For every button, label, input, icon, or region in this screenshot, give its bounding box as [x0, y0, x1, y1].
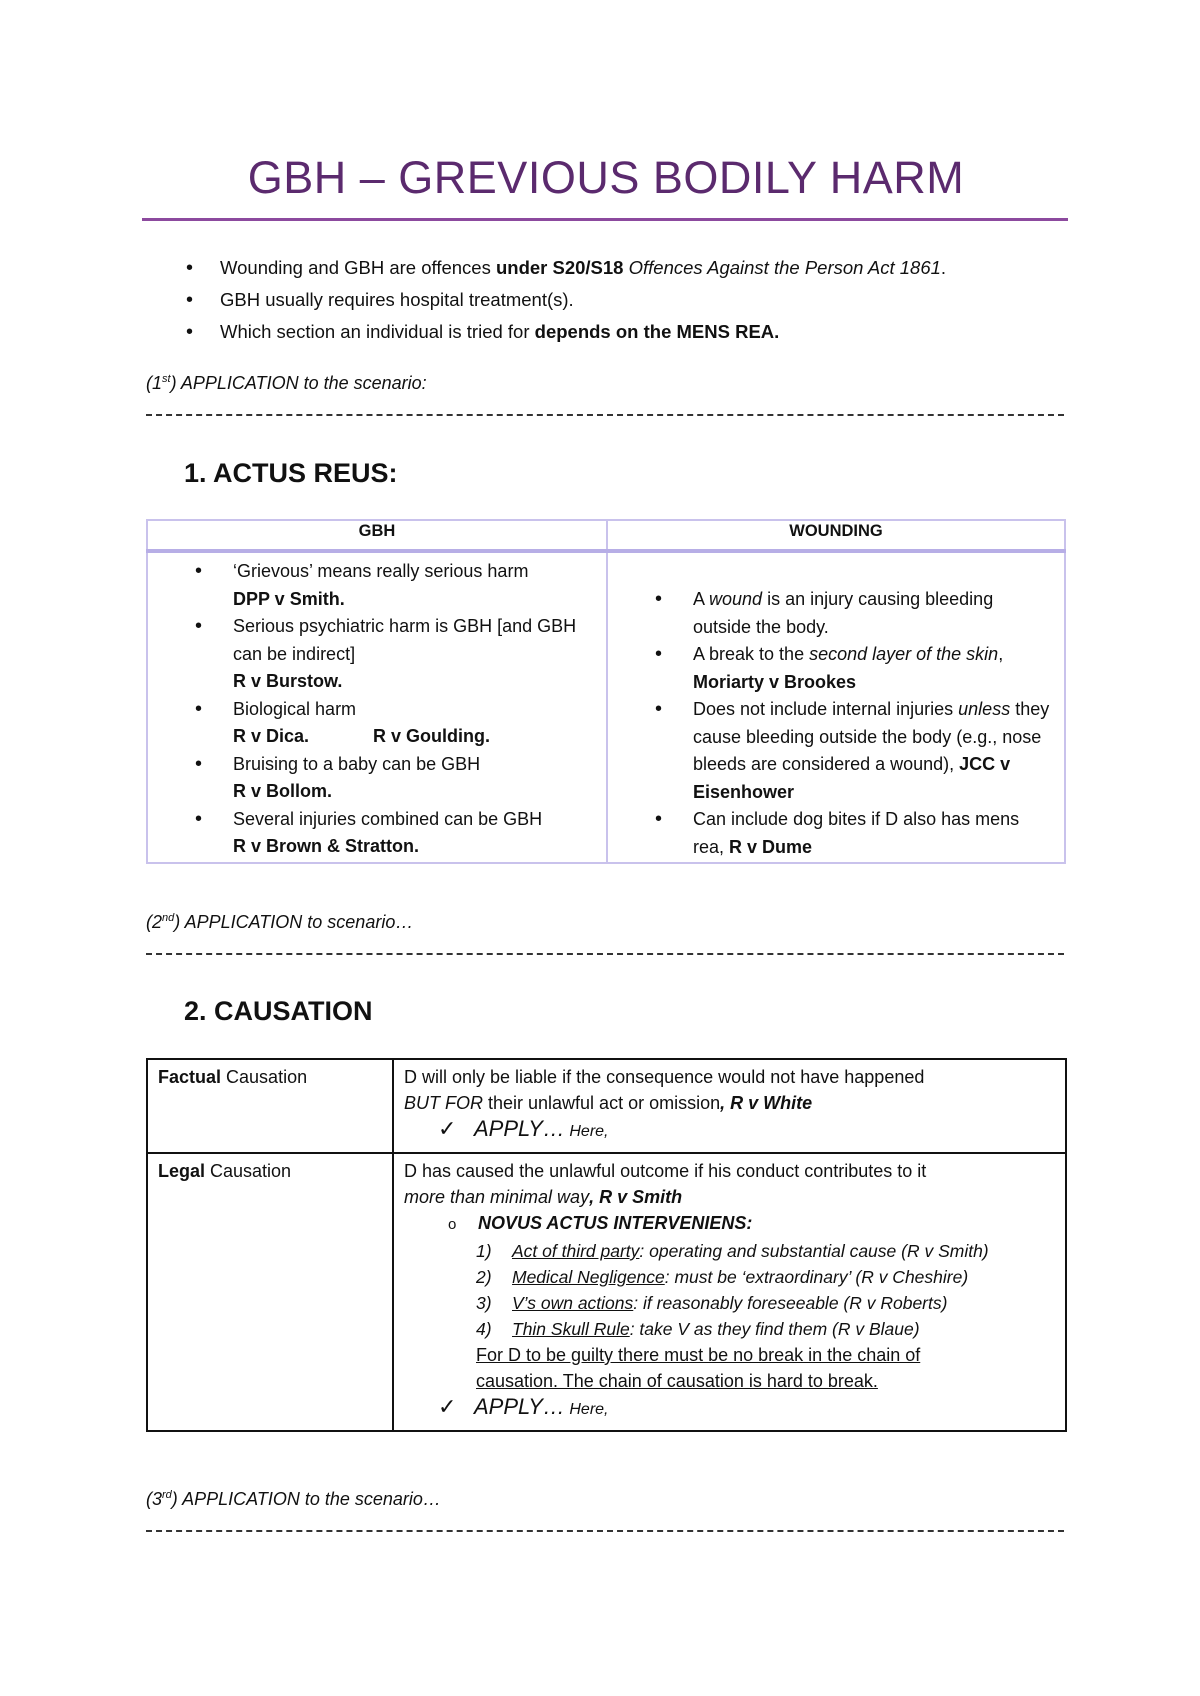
list-item: • A break to the second layer of the skin, Moriarty v Brookes: [609, 641, 1053, 696]
list-item: 2) Medical Negligence: must be ‘extraordinary’ (R v Cheshire): [476, 1267, 969, 1287]
column-header-wounding: WOUNDING: [607, 520, 1065, 551]
answer-line-3[interactable]: [146, 1530, 1064, 1532]
list-item: • A wound is an injury causing bleeding outside the body.: [609, 586, 1053, 641]
apply-prompt: ✓ APPLY… Here,: [438, 1116, 609, 1141]
factual-causation-content: D will only be liable if the consequence would not have happened BUT FOR their unlawful act or omission, R v White ✓ APPLY… Here,: [393, 1059, 1066, 1153]
novus-list: [404, 1238, 1055, 1342]
application-prompt-1: (1st) APPLICATION to the scenario:: [146, 373, 427, 393]
answer-line-1[interactable]: [146, 414, 1064, 416]
list-item: • Several injuries combined can be GBH R v Brown & Stratton.: [149, 806, 605, 861]
list-item: • Biological harm R v Dica. R v Goulding.: [149, 696, 605, 751]
list-item: 1) Act of third party: operating and substantial cause (R v Smith): [476, 1241, 989, 1261]
application-prompt-3: (3rd) APPLICATION to the scenario…: [146, 1489, 441, 1509]
apply-prompt: ✓ APPLY… Here,: [438, 1394, 609, 1419]
list-item: 3) V’s own actions: if reasonably foreseeable (R v Roberts): [476, 1293, 948, 1313]
legal-causation-content: D has caused the unlawful outcome if his conduct contributes to it more than minimal way, R v Smith o NOVUS ACTUS INTERVENIENS: 1) Act of third party: operating and substantial cause (R v Smith) 2) Medical Negligence: must be ‘extraordinary’ (R v Cheshire) 3) V’s own actions: if reasonably foreseeable (R v Roberts) 4) Thin Skull Rule: take V as they find them (R v Blaue) For D to be guilty there must be no break in the chain of causation. The chain of causation is hard to break. ✓ APPLY… Here,: [393, 1153, 1066, 1431]
list-item: 4) Thin Skull Rule: take V as they find them (R v Blaue): [476, 1319, 920, 1339]
legal-causation-label: Legal Causation: [147, 1153, 393, 1431]
section-heading-causation: 2. CAUSATION: [184, 996, 373, 1026]
list-item: • Bruising to a baby can be GBH R v Bollom.: [149, 751, 605, 806]
factual-causation-label: Factual Causation: [147, 1059, 393, 1153]
chain-note: For D to be guilty there must be no break in the chain of causation. The chain of causation is hard to break.: [476, 1345, 921, 1391]
intro-item: • Wounding and GBH are offences under S20/S18 Offences Against the Person Act 1861.: [186, 252, 946, 284]
actus-reus-table: [146, 519, 1066, 864]
intro-item: • Which section an individual is tried for depends on the MENS REA.: [186, 316, 946, 348]
application-prompt-2: (2nd) APPLICATION to scenario…: [146, 912, 414, 932]
novus-heading: o NOVUS ACTUS INTERVENIENS:: [404, 1210, 1055, 1238]
circle-bullet-icon: o: [448, 1216, 457, 1233]
causation-table: [146, 1058, 1067, 1432]
check-icon: ✓: [438, 1394, 457, 1419]
title-divider: [142, 218, 1068, 221]
list-item: • ‘Grievous’ means really serious harm DPP v Smith.: [149, 558, 605, 613]
gbh-cell: [147, 551, 607, 863]
answer-line-2[interactable]: [146, 953, 1064, 955]
wounding-cell: [607, 551, 1065, 863]
list-item: • Serious psychiatric harm is GBH [and GBH can be indirect] R v Burstow.: [149, 613, 605, 696]
column-header-gbh: GBH: [147, 520, 607, 551]
list-item: • Does not include internal injuries unless they cause bleeding outside the body (e.g., nose bleeds are considered a wound), JCC v Eisenhower: [609, 696, 1053, 806]
section-heading-actus-reus: 1. ACTUS REUS:: [184, 458, 398, 488]
list-item: • Can include dog bites if D also has mens rea, R v Dume: [609, 806, 1053, 861]
intro-list: [186, 252, 946, 348]
check-icon: ✓: [438, 1116, 457, 1141]
intro-item: • GBH usually requires hospital treatment(s).: [186, 284, 946, 316]
page-title: GBH – GREVIOUS BODILY HARM: [247, 152, 965, 203]
